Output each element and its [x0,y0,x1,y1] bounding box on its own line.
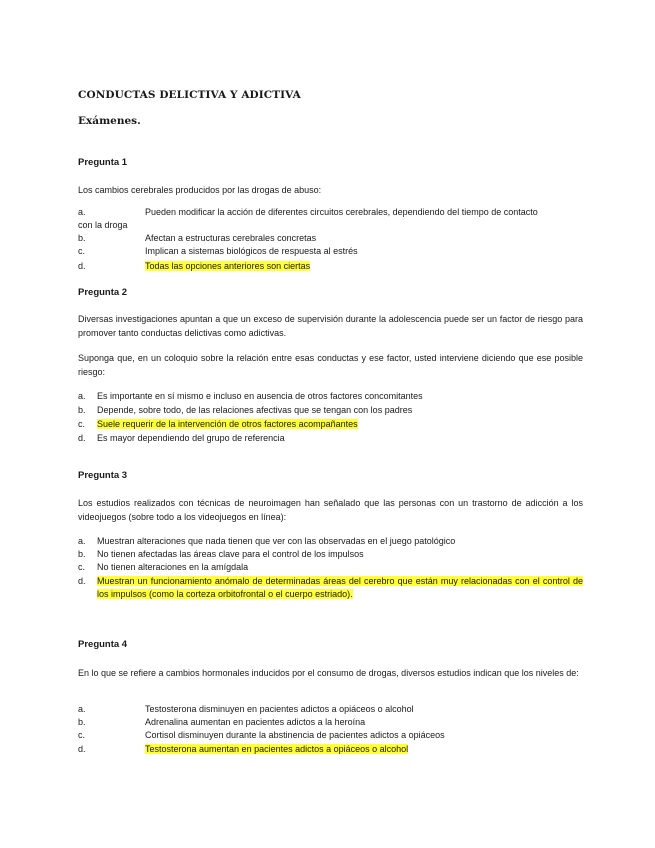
question-3-prompt: Los estudios realizados con técnicas de neuroimagen han señalado que las personas con un trastorno de adicción a los videojuegos (sobre todo a los videojuegos en línea): [78,498,583,522]
option-letter: a. [78,207,86,217]
option-text: Pueden modificar la acción de diferentes circuitos cerebrales, dependiendo del tiempo de contacto [145,207,538,217]
document-subtitle: Exámenes. [78,115,141,127]
option-letter: c. [78,419,86,429]
question-1-heading: Pregunta 1 [78,157,128,168]
option-letter: d. [78,261,86,271]
question-3-option-d [78,575,583,601]
question-2-heading: Pregunta 2 [78,287,128,298]
option-text: Adrenalina aumentan en pacientes adictos a la heroína [145,717,366,727]
option-letter: b. [78,717,86,727]
option-letter: a. [78,704,86,714]
option-letter: b. [78,233,86,243]
question-1-option-c [78,245,583,258]
question-2-option-b [78,404,583,417]
question-2-option-d [78,432,583,445]
option-text: Es mayor dependiendo del grupo de referencia [97,433,285,443]
option-letter: c. [78,562,86,572]
question-1-option-b [78,232,583,245]
question-4-option-a [78,703,583,716]
option-letter: b. [78,405,86,415]
question-2-option-c [78,418,583,431]
question-2-paragraph-1: Diversas investigaciones apuntan a que un exceso de supervisión durante la adolescencia puede ser un factor de riesgo para promover tanto conductas delictivas como adictivas. [78,314,583,338]
document-title: CONDUCTAS DELICTIVA Y ADICTIVA [78,89,301,101]
question-3-option-a [78,535,583,548]
question-1-option-d [78,260,583,273]
question-3-option-c [78,561,583,574]
option-letter: a. [78,391,86,401]
question-4-option-b [78,716,583,729]
question-4-option-c [78,729,583,742]
question-1-prompt: Los cambios cerebrales producidos por las drogas de abuso: [78,185,322,195]
option-text: Afectan a estructuras cerebrales concretas [145,233,317,243]
option-letter: a. [78,536,86,546]
option-text-highlighted: Testosterona aumentan en pacientes adictos a opiáceos o alcohol [145,744,409,754]
option-letter: c. [78,730,86,740]
option-text-continuation: con la droga [78,220,128,230]
option-letter: c. [78,246,86,256]
option-letter: d. [78,433,86,443]
question-1-option-a-continuation [78,219,583,232]
question-4-prompt: En lo que se refiere a cambios hormonales inducidos por el consumo de drogas, diversos estudios indican que los niveles de: [78,668,579,678]
option-text-highlighted: Muestran un funcionamiento anómalo de determinadas áreas del cerebro que están muy relacionadas con el control de los impulsos (como la corteza orbitofrontal o el cuerpo estriado). [97,576,583,599]
option-text: No tienen afectadas las áreas clave para el control de los impulsos [97,549,364,559]
option-text-highlighted: Suele requerir de la intervención de otros factores acompañantes [97,419,358,429]
question-3-option-b [78,548,583,561]
option-letter: b. [78,549,86,559]
question-4-option-d [78,743,583,756]
question-2-option-a [78,390,583,403]
option-text: Cortisol disminuyen durante la abstinencia de pacientes adictos a opiáceos [145,730,445,740]
question-1-option-a [78,206,583,219]
option-text: No tienen alteraciones en la amígdala [97,562,249,572]
question-4-heading: Pregunta 4 [78,639,128,650]
question-3-heading: Pregunta 3 [78,470,128,481]
option-text: Depende, sobre todo, de las relaciones afectivas que se tengan con los padres [97,405,413,415]
option-text: Testosterona disminuyen en pacientes adictos a opiáceos o alcohol [145,704,414,714]
option-text-highlighted: Todas las opciones anteriores son ciertas [145,261,311,271]
option-letter: d. [78,744,86,754]
option-text: Es importante en sí mismo e incluso en ausencia de otros factores concomitantes [97,391,423,401]
question-2-paragraph-2: Suponga que, en un coloquio sobre la relación entre esas conductas y ese factor, usted interviene diciendo que ese posible riesgo: [78,353,583,377]
option-letter: d. [78,576,86,586]
option-text: Implican a sistemas biológicos de respuesta al estrés [145,246,358,256]
option-text: Muestran alteraciones que nada tienen que ver con las observadas en el juego patológico [97,536,456,546]
